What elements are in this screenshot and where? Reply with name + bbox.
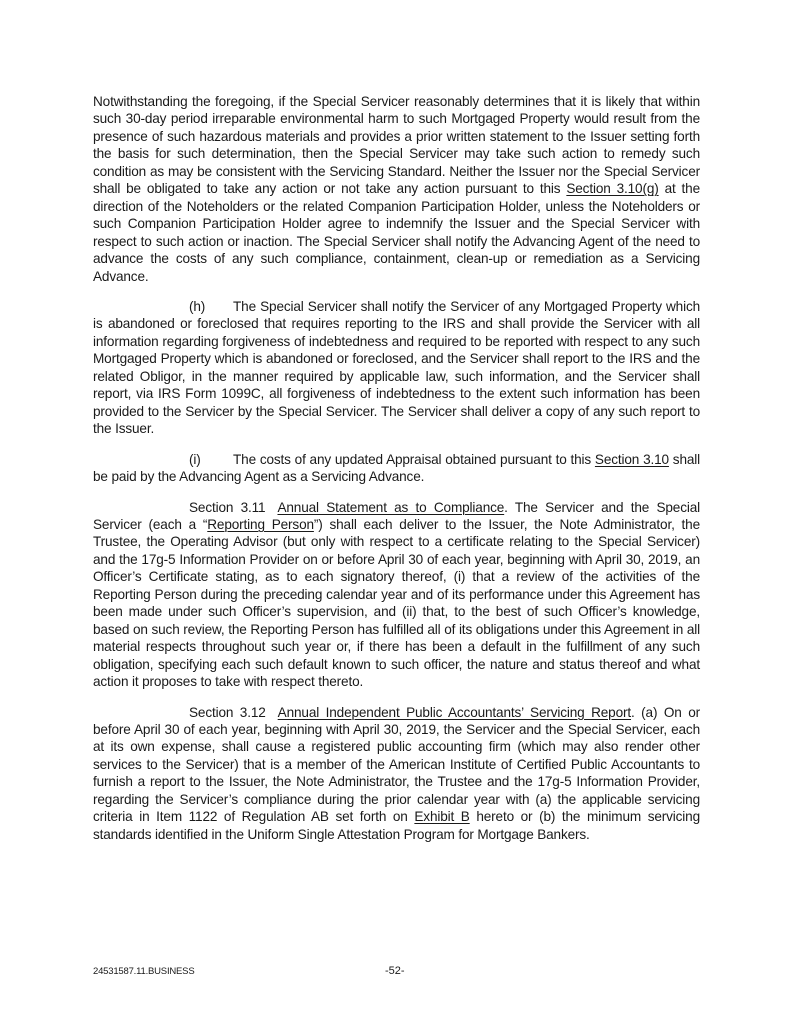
paragraph-text: ”) shall each deliver to the Issuer, the Note Administrator, the Trustee, the Operating Advisor (but only with respect to a certificate relating to the Special Servicer) and the 17g-5 Information Provider on or before April 30 of each year, beginning with April 30, 2019, an Officer’s Certificate stating, as to each signatory thereof, (i) that a review of the activities of the Reporting Person during the preceding calendar year and of its performance under this Agreement has been made under such Officer’s supervision, and (ii) that, to the best of such Officer’s knowledge, based on such review, the Reporting Person has fulfilled all of its obligations under this Agreement in all material respects throughout such year or, if there has been a default in the fulfillment of any such obligation, specifying each such default known to such officer, the nature and status thereof and what action it proposes to take with respect thereto.: [93, 516, 701, 690]
section-3-12-paragraph: [93, 704, 700, 844]
section-3-11-paragraph: [93, 499, 700, 691]
page-number: -52-: [385, 965, 405, 977]
paragraph-text: . The Servicer and the Special Servicer (each a “: [93, 499, 700, 532]
section-heading: Annual Independent Public Accountants’ Servicing Report: [277, 704, 632, 720]
section-heading: Annual Statement as to Compliance: [277, 499, 505, 515]
paragraph-text: at the direction of the Noteholders or the related Companion Participation Holder, unless the Noteholders or such Companion Participation Holder agree to indemnify the Issuer and the Special Servicer with respect to such action or inaction. The Special Servicer shall notify the Advancing Agent of the need to advance the costs of any such compliance, containment, clean-up or remediation as a Servicing Advance.: [93, 181, 700, 284]
paragraph-text: hereto or (b) the minimum servicing standards identified in the Uniform Single Attestation Program for Mortgage Bankers.: [93, 809, 700, 842]
document-id: 24531587.11.BUSINESS: [93, 966, 195, 977]
clause-label-i: (i): [189, 451, 201, 467]
section-number: Section 3.11: [189, 499, 266, 515]
paragraph-text: The Special Servicer shall notify the Servicer of any Mortgaged Property which is abandoned or foreclosed that requires reporting to the IRS and shall provide the Servicer with all information regarding forgiveness of indebtedness and required to be reported with respect to any such Mortgaged Property which is abandoned or foreclosed, and the Servicer shall report to the IRS and the related Obligor, in the manner required by applicable law, such information, and the Servicer shall report, via IRS Form 1099C, all forgiveness of indebtedness to the extent such information has been provided to the Servicer by the Special Servicer. The Servicer shall deliver a copy of any such report to the Issuer.: [93, 298, 700, 437]
exhibit-b-reference[interactable]: Exhibit B: [414, 809, 470, 825]
paragraph-h-abandoned-property: [93, 298, 700, 438]
paragraph-text: . (a) On or before April 30 of each year, beginning with April 30, 2019, the Servicer and the Special Servicer, each at its own expense, shall cause a registered public accounting firm (which may also render other services to the Servicer) that is a member of the American Institute of Certified Public Accountants to furnish a report to the Issuer, the Note Administrator, the Trustee and the 17g-5 Information Provider, regarding the Servicer’s compliance during the prior calendar year with (a) the applicable servicing criteria in Item 1122 of Regulation AB set forth on: [93, 704, 700, 825]
page-footer: [93, 966, 700, 980]
section-number: Section 3.12: [189, 704, 266, 720]
paragraph-text: shall be paid by the Advancing Agent as a Servicing Advance.: [93, 451, 700, 485]
section-3-10-reference[interactable]: Section 3.10: [594, 451, 669, 467]
paragraph-i-appraisal-costs: [93, 451, 700, 486]
clause-label-h: (h): [189, 298, 206, 314]
paragraph-text: The costs of any updated Appraisal obtained pursuant to this: [233, 451, 595, 467]
paragraph-hazardous-materials: [93, 93, 700, 285]
paragraph-text: Notwithstanding the foregoing, if the Special Servicer reasonably determines that it is likely that within such 30-day period irreparable environmental harm to such Mortgaged Property would result from the presence of such hazardous materials and provides a prior written statement to the Issuer setting forth the basis for such determination, then the Special Servicer may take such action to remedy such condition as may be consistent with the Servicing Standard. Neither the Issuer nor the Special Servicer shall be obligated to take any action or not take any action pursuant to this: [93, 94, 700, 197]
document-page: [93, 93, 700, 856]
section-3-10-g-reference[interactable]: Section 3.10(g): [566, 181, 659, 197]
defined-term-reporting-person: Reporting Person: [207, 516, 314, 532]
